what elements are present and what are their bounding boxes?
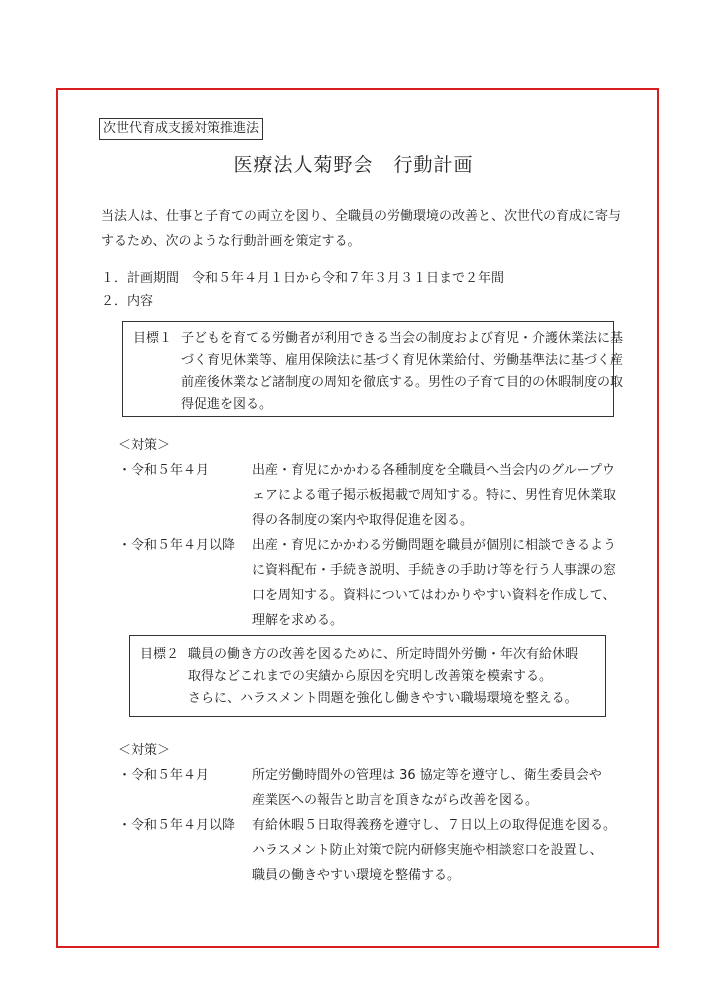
law-tag: 次世代育成支援対策推進法 [99,118,263,140]
measures1-heading: ＜対策＞ [118,438,171,453]
measures1-item1-line: 出産・育児にかかわる各種制度を全職員へ当会内のグループウ [252,463,615,478]
intro-line-2: するため、次のような行動計画を策定する。 [101,234,361,249]
goal1-box [122,321,624,417]
goal2-label: 目標２ [140,647,180,662]
goal2-line: さらに、ハラスメント問題を強化し働きやすい職場環境を整える。 [188,691,578,706]
goal1-line: 得促進を図る。 [181,397,273,412]
measures2-item1-when: ・令和５年４月 [118,768,210,783]
measures1-item1-when: ・令和５年４月 [118,463,210,478]
measures1-item2-line: に資料配布・手続き説明、手続きの手助け等を行う人事課の窓 [252,563,617,578]
goal1-label: 目標１ [133,331,173,346]
measures1-item1-line: ェアによる電子掲示板掲載で周知する。特に、男性育児休業取 [252,488,617,503]
page-title: 医療法人菊野会 行動計画 [233,154,474,176]
goal1-line: 子どもを育てる労働者が利用できる当会の制度および育児・介護休業法に基 [181,331,624,346]
measures2-item2-when: ・令和５年４月以降 [118,818,236,833]
measures2-item2-line: 有給休暇５日取得義務を遵守し、７日以上の取得促進を図る。 [252,818,617,833]
measures2-item1-line: 産業医への報告と助言を頂きながら改善を図る。 [252,793,539,808]
goal1-line: づく育児休業等、雇用保険法に基づく育児休業給付、労働基準法に基づく産 [181,353,624,368]
measures1-item2-when: ・令和５年４月以降 [118,538,236,553]
section-content: ２．内容 [101,294,154,309]
measures2-heading: ＜対策＞ [118,743,171,758]
measures1-item2-line: 理解を求める。 [252,613,344,628]
goal2-line: 職員の働き方の改善を図るために、所定時間外労働・年次有給休暇 [188,647,579,662]
measures1-item1-line: 得の各制度の案内や取得促進を図る。 [252,513,474,528]
measures2-item2-line: ハラスメント防止対策で院内研修実施や相談窓口を設置し、 [252,843,603,858]
intro-line-1: 当法人は、仕事と子育ての両立を図り、全職員の労働環境の改善と、次世代の育成に寄与 [101,209,622,224]
goal2-box [129,635,606,717]
goal2-line: 取得などこれまでの実績から原因を究明し改善策を模索する。 [188,669,553,684]
section-plan-period: １．計画期間 令和５年４月１日から令和７年３月３１日まで２年間 [101,271,505,286]
measures2-item2-line: 職員の働きやすい環境を整備する。 [252,868,461,883]
measures1-item2-line: 口を周知する。資料についてはわかりやすい資料を作成して、 [252,588,616,603]
measures2-item1-line: 所定労働時間外の管理は 36 協定等を遵守し、衛生委員会や [252,768,602,783]
goal1-line: 前産後休業など諸制度の周知を徹底する。男性の子育て目的の休暇制度の取 [181,375,624,390]
measures1-item2-line: 出産・育児にかかわる労働問題を職員が個別に相談できるよう [252,538,617,553]
